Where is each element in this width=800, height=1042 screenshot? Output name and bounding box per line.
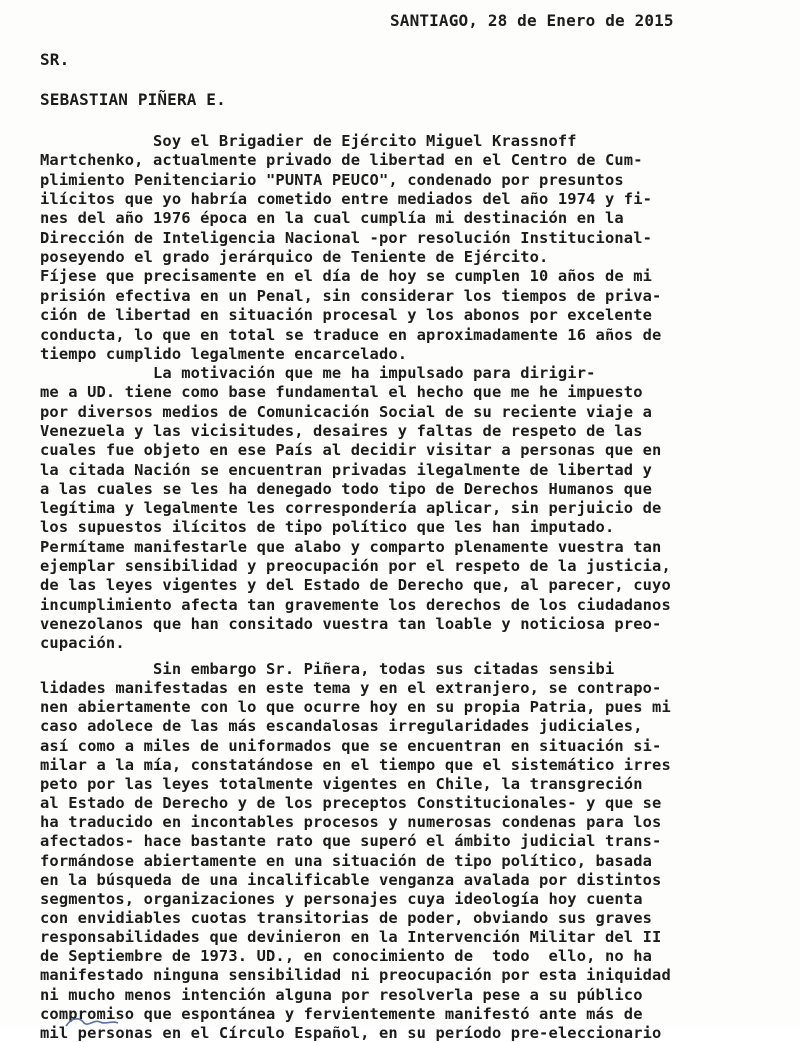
text-line: a las cuales se les ha denegado todo tipo de Derechos Humanos que [40,479,653,498]
text-line: ejemplar sensibilidad y preocupación por el respeto de la justicia, [40,557,671,575]
text-line: me a UD. tiene como base fundamental el hecho que me he impuesto [40,383,643,402]
text-line: prisión efectiva en un Penal, sin considerar los tiempos de priva- [40,286,662,305]
text-line: así como a miles de uniformados que se encuentran en situación si- [40,736,662,755]
salutation: SR. [40,50,70,69]
text-line: La motivación que me ha impulsado para dirigir- [40,364,596,382]
text-line: tiempo cumplido legalmente encarcelado. [40,344,408,363]
text-line: peto por las leyes totalmente vigentes en Chile, la transgreción [40,774,643,793]
text-line: de las leyes vigentes y del Estado de Derecho que, al parecer, cuyo [40,576,671,595]
date-line: SANTIAGO, 28 de Enero de 2015 [390,11,674,30]
text-line: Dirección de Inteligencia Nacional -por resolución Institucional- [40,228,653,247]
text-line: milar a la mía, constatándose en el tiempo que el sistemático irres [40,755,671,774]
text-line: responsabilidades que devinieron en la Intervención Militar del II [40,928,662,947]
text-line: nen abiertamente con lo que ocurre hoy en su propia Patria, pues mi [40,698,671,717]
text-line: Permítame manifestarle que alabo y comparto plenamente vuestra tan [40,537,662,556]
text-line: ni mucho menos intención alguna por resolverla pese a su público [40,985,643,1004]
text-line: Soy el Brigadier de Ejército Miguel Krassnoff [40,132,577,150]
text-line: ción de libertad en situación procesal y los abonos por excelente [40,306,653,325]
text-line: compromiso que espontánea y fervientemente manifestó ante más de [40,1004,643,1023]
text-line: legítima y legalmente les correspondería aplicar, sin perjuicio de [40,499,662,518]
text-line: formándose abiertamente en una situación de tipo político, basada [40,851,653,870]
text-line: al Estado de Derecho y de los preceptos Constitucionales- y que se [40,794,662,813]
text-line: cupación. [40,634,125,653]
text-line: con envidiables cuotas transitorias de poder, obviando sus graves [40,908,653,927]
handwritten-mark [60,1014,130,1028]
text-line: de Septiembre de 1973. UD., en conocimiento de todo ello, no ha [40,947,653,966]
text-line: cuales fue objeto en ese País al decidir visitar a personas que en [40,441,662,460]
text-line: en la búsqueda de una incalificable venganza avalada por distintos [40,870,662,889]
recipient-name: SEBASTIAN PIÑERA E. [40,90,226,109]
text-line: plimiento Penitenciario "PUNTA PEUCO", condenado por presuntos [40,170,624,189]
text-line: nes del año 1976 época en la cual cumplía mi destinación en la [40,209,624,228]
text-line: caso adolece de las más escandalosas irregularidades judiciales, [40,717,643,736]
text-line: mil personas en el Círculo Español, en su período pre-eleccionario [40,1023,662,1042]
text-line: ilícitos que yo habría cometido entre mediados del año 1974 y fi- [40,190,653,209]
text-line: afectados- hace bastante rato que superó el ámbito judicial trans- [40,832,662,851]
text-line: manifestado ninguna sensibilidad ni preocupación por esta iniquidad [40,966,671,985]
text-line: Martchenko, actualmente privado de libertad en el Centro de Cum- [40,151,643,170]
text-line: la citada Nación se encuentran privadas ilegalmente de libertad y [40,460,653,479]
text-line: venezolanos que han consitado vuestra tan loable y noticiosa preo- [40,614,662,633]
text-line: segmentos, organizaciones y personajes cuya ideología hoy cuenta [40,889,643,908]
text-line: incumplimiento afecta tan gravemente los derechos de los ciudadanos [40,595,671,614]
text-line: Fíjese que precisamente en el día de hoy se cumplen 10 años de mi [40,267,653,286]
text-line: conducta, lo que en total se traduce en aproximadamente 16 años de [40,325,662,344]
text-line: los supuestos ilícitos de tipo político que les han imputado. [40,518,615,537]
text-line: lidades manifestadas en este tema y en el extranjero, se contrapo- [40,679,662,698]
text-line: Venezuela y las vicisitudes, desaires y faltas de respeto de las [40,421,643,440]
text-line: poseyendo el grado jerárquico de Teniente de Ejército. [40,248,549,267]
text-line: ha traducido en incontables procesos y numerosas condenas para los [40,813,662,832]
text-line: por diversos medios de Comunicación Social de su reciente viaje a [40,402,653,421]
text-line: Sin embargo Sr. Piñera, todas sus citadas sensibi [40,660,615,678]
